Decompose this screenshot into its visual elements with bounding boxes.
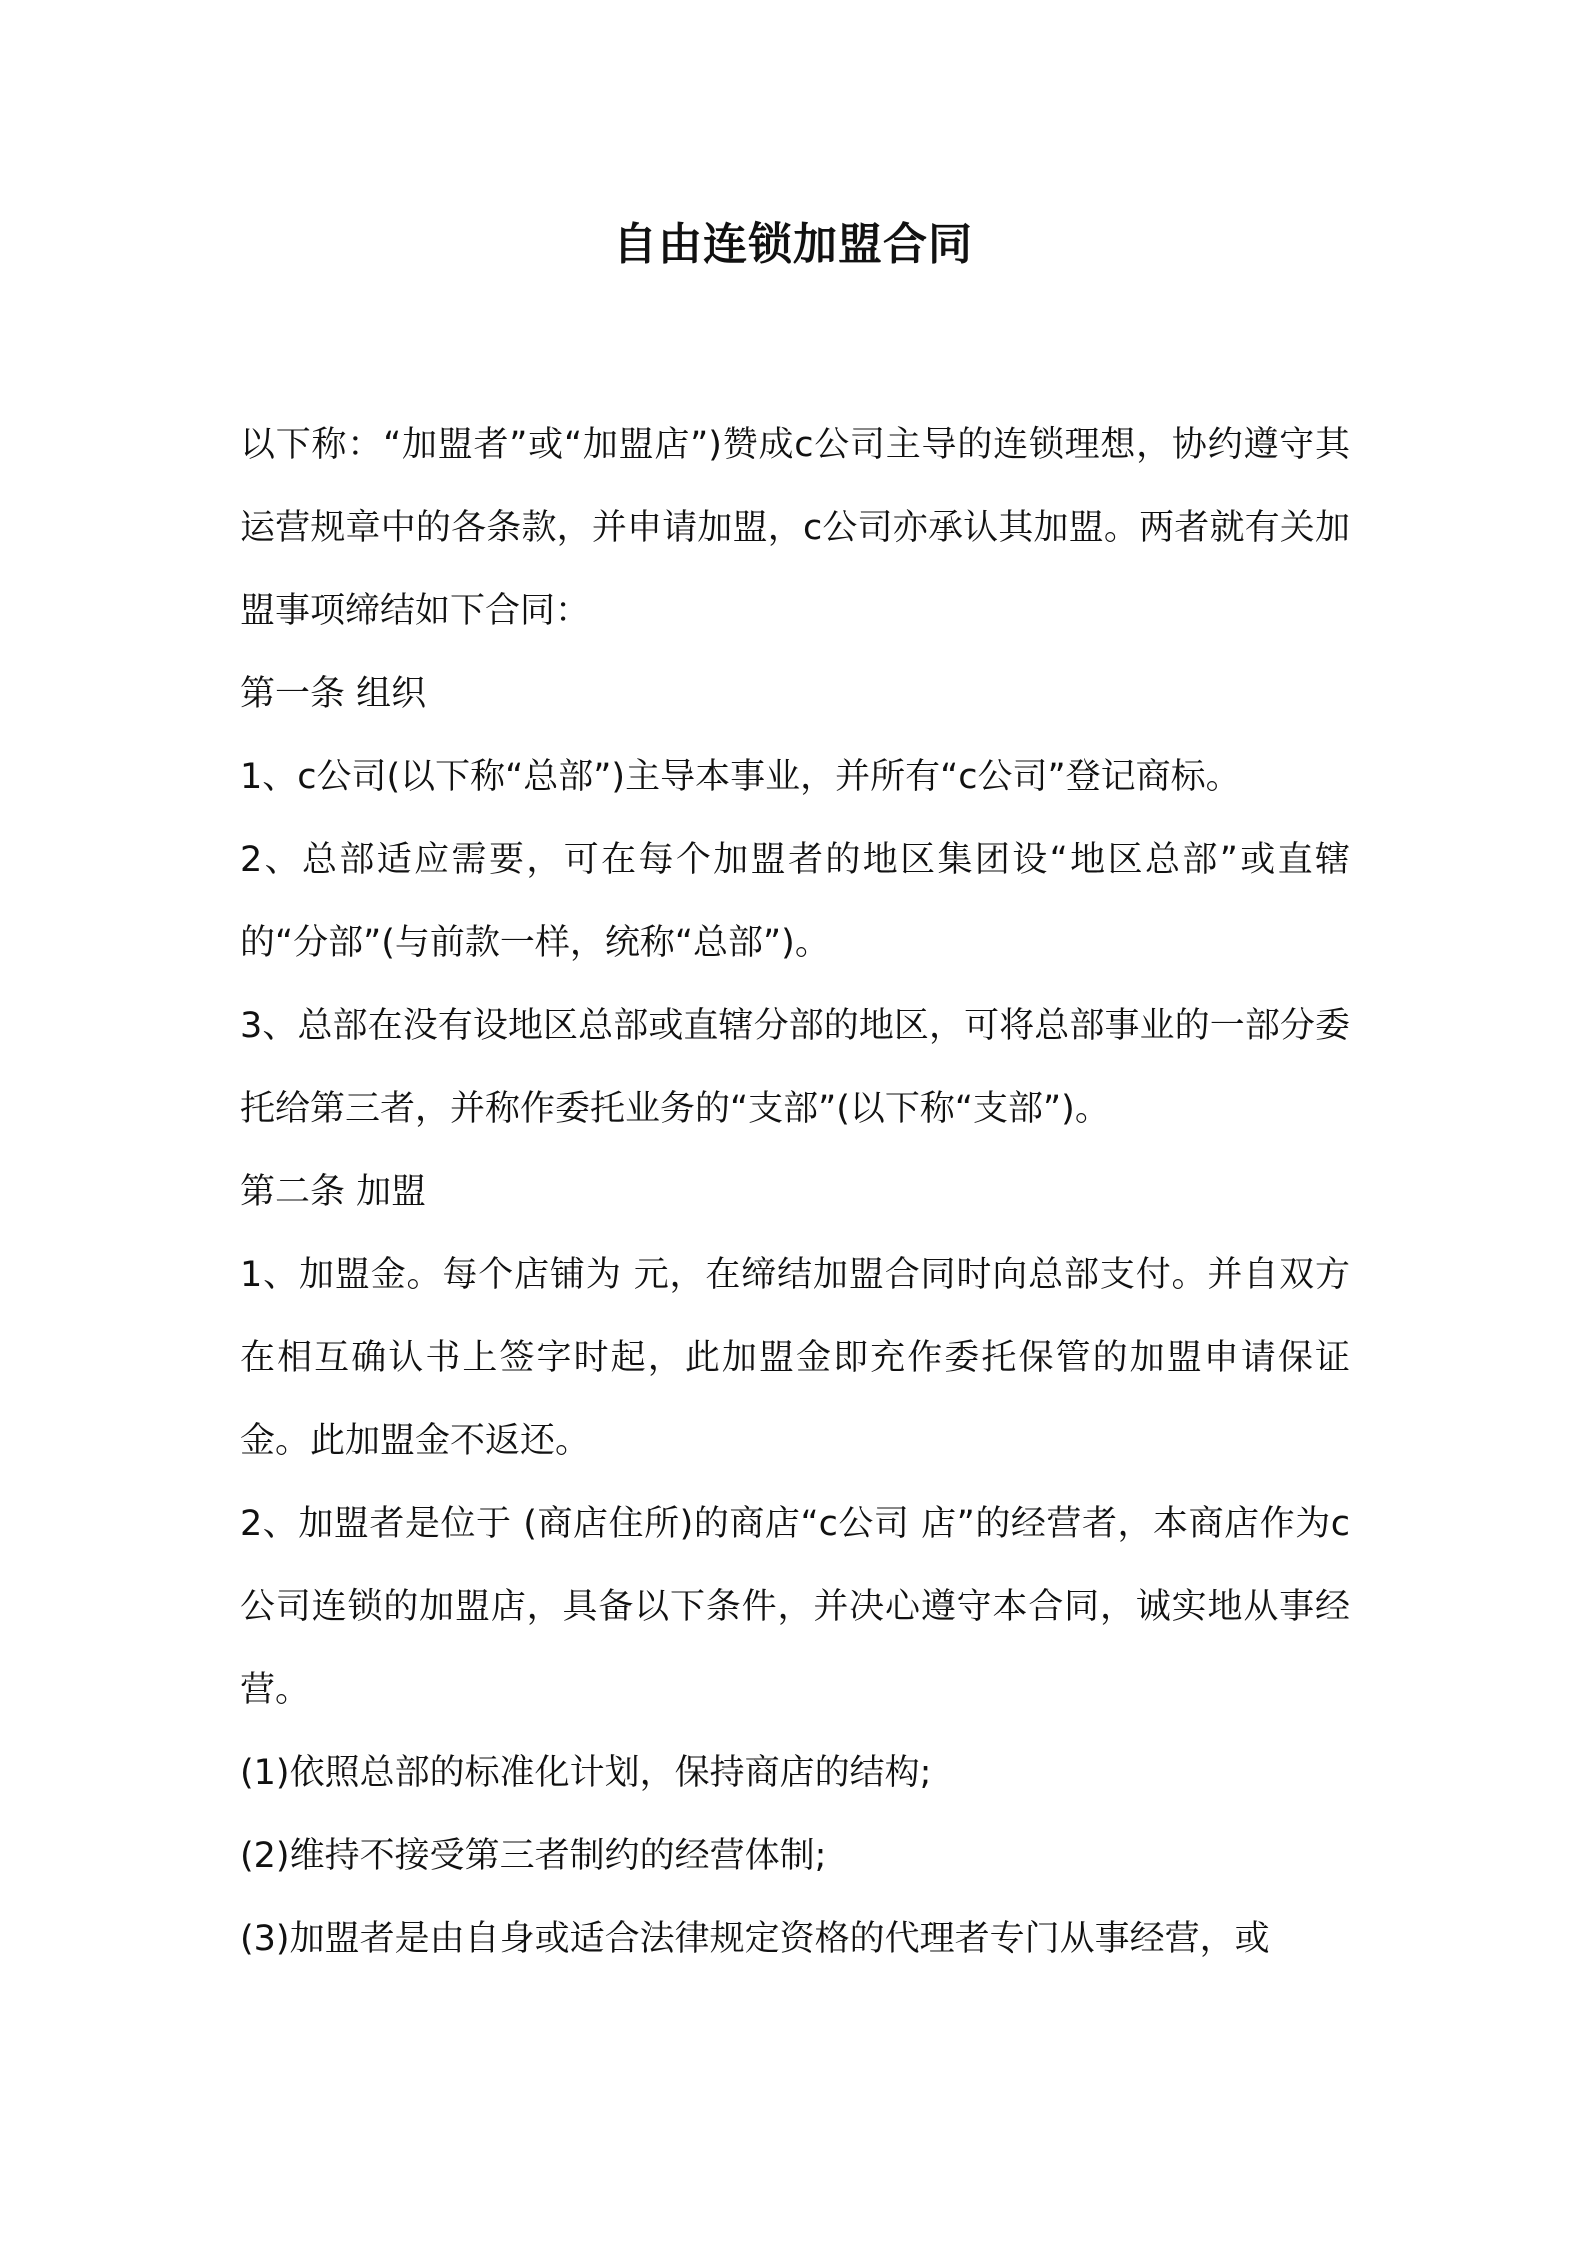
article-2-clause-2: 2、加盟者是位于 (商店住所)的商店“c公司 店”的经营者，本商店作为c公司连锁的加盟店，具备以下条件，并决心遵守本合同，诚实地从事经营。 <box>240 1504 1350 1710</box>
article-1-clause-2: 2、总部适应需要，可在每个加盟者的地区集团设“地区总部”或直辖的“分部”(与前款一样，统称“总部”)。 <box>240 840 1350 963</box>
article-2-clause-1: 1、加盟金。每个店铺为 元，在缔结加盟合同时向总部支付。并自双方在相互确认书上签字时起，此加盟金即充作委托保管的加盟申请保证金。此加盟金不返还。 <box>240 1255 1350 1461</box>
article-1-heading: 第一条 组织 <box>240 674 427 714</box>
article-2-item-1: (1)依照总部的标准化计划，保持商店的结构; <box>240 1753 932 1793</box>
intro-paragraph: 以下称：“加盟者”或“加盟店”)赞成c公司主导的连锁理想，协约遵守其运营规章中的各条款，并申请加盟，c公司亦承认其加盟。两者就有关加盟事项缔结如下合同： <box>240 425 1350 631</box>
article-1-clause-1: 1、c公司(以下称“总部”)主导本事业，并所有“c公司”登记商标。 <box>240 757 1241 797</box>
article-2-item-3: (3)加盟者是由自身或适合法律规定资格的代理者专门从事经营，或 <box>240 1919 1270 1959</box>
document-title: 自由连锁加盟合同 <box>613 219 973 270</box>
article-2-item-2: (2)维持不接受第三者制约的经营体制; <box>240 1836 827 1876</box>
article-1-clause-3: 3、总部在没有设地区总部或直辖分部的地区，可将总部事业的一部分委托给第三者，并称作委托业务的“支部”(以下称“支部”)。 <box>240 1006 1350 1129</box>
article-2-heading: 第二条 加盟 <box>240 1172 427 1212</box>
document-body <box>240 404 1350 1981</box>
